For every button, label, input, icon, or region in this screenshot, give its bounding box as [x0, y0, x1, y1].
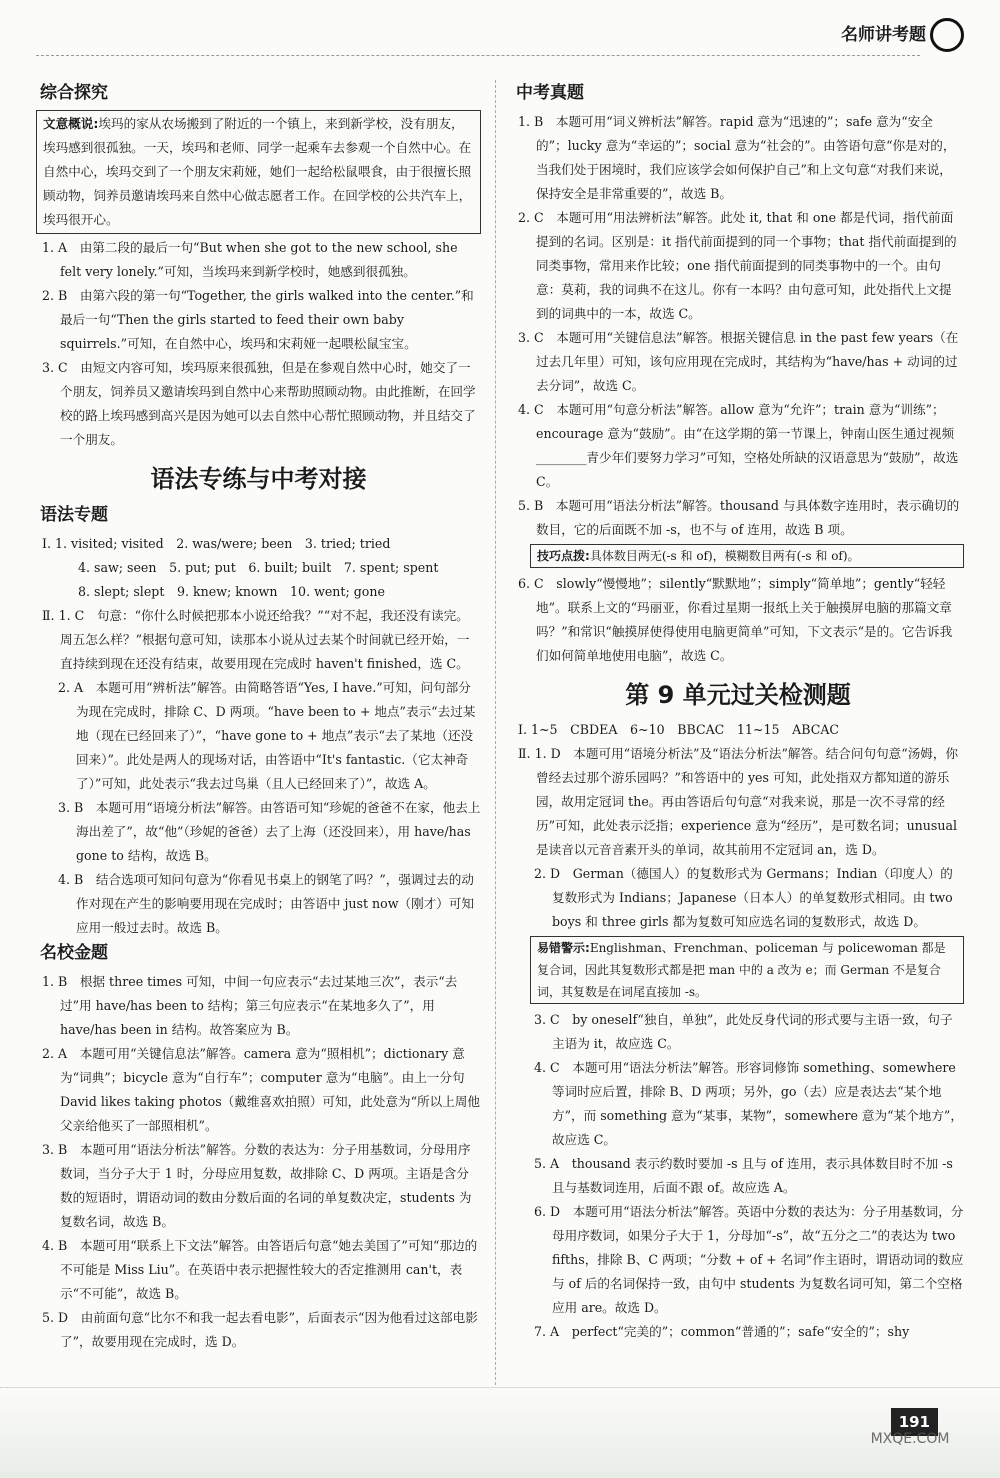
summary-box — [36, 110, 481, 234]
answer-item: 2. A 本题可用“辨析法”解答。由简略答语“Yes, I have.”可知，问句部分为现在完成时，排除 C、D 两项。“have been to + 地点”表示“去过某地（现在已经回来了）”，“have gone to + 地点”表示“去了某地（还没回来）”。此处是两人的现场对话，由答语中“It's fantastic.（它太神奇了）”可知，此处表示“我去过鸟巢（且人已经回来了）”，故选 A。 — [58, 680, 476, 791]
answer-item: 1. B 根据 three times 可知，中间一句应表示“去过某地三次”，表示“去过”用 have/has been to 结构；第三句应表示“在某地多久了”，用 have/has been in 结构。故答案应为 B。 — [42, 974, 458, 1037]
answer-item: Ⅱ. 1. C 句意：“你什么时候把那本小说还给我？”“对不起，我还没有读完。周五怎么样？”根据句意可知，读那本小说从过去某个时间就已经开始，一直持续到现在还没有结束，故要用现在完成时 haven't finished，选 C。 — [42, 608, 470, 671]
brand-header — [841, 18, 964, 52]
answer-row: Ⅰ. 1~5 CBDEA 6~10 BBCAC 11~15 ABCAC — [518, 722, 840, 737]
page-number: 191 — [891, 1408, 938, 1436]
answer-item: 6. C slowly“慢慢地”；silently“默默地”；simply“简单地”；gently“轻轻地”。联系上文的“玛丽亚，你看过星期一报纸上关于触摸屏电脑的那篇文章吗？”和常识“触摸屏使得使用电脑更简单”可知，下文表示“是的。它告诉我们如何简单地使用电脑”，故选 C。 — [518, 576, 953, 663]
section-title-zhongkao: 中考真题 — [516, 83, 584, 103]
brand-logo-icon — [930, 18, 964, 52]
summary-label: 文意概说: — [43, 116, 99, 131]
answer-item: 5. B 本题可用“语法分析法”解答。thousand 与具体数字连用时，表示确切的数目，它的后面既不加 -s，也不与 of 连用，故选 B 项。 — [518, 498, 960, 537]
answer-item: 1. B 本题可用“词义辨析法”解答。rapid 意为“迅速的”；safe 意为“安全的”；lucky 意为“幸运的”；social 意为“社会的”。由答语句意“你是对的，当我们处于困境时，我们应该学会如何保护自己”和上文句意“对我们来说，保持安全是非常重要的”，故选 B。 — [518, 114, 956, 201]
answer-item: 5. D 由前面句意“比尔不和我一起去看电影”，后面表示“因为他看过这部电影了”，故要用现在完成时，选 D。 — [42, 1310, 478, 1349]
warning-box — [530, 936, 964, 1004]
answer-item: 2. A 本题可用“关键信息法”解答。camera 意为“照相机”；dictionary 意为“词典”；bicycle 意为“自行车”；computer 意为“电脑”。由上一分句 David likes taking photos（戴维喜欢拍照）可知，此处意为“所以上周他父亲给他买了一部照相机”。 — [42, 1046, 480, 1133]
answer-item: 4. C 本题可用“语法分析法”解答。形容词修饰 something、somewhere 等词时应后置，排除 B、D 两项；另外，go（去）应是表达去“某个地方”，而 something 意为“某事，某物”，somewhere 意为“某个地方”，故应选 C。 — [534, 1060, 963, 1147]
section-title-mingxiao: 名校金题 — [40, 943, 108, 963]
answer-item: 3. B 本题可用“语境分析法”解答。由答语可知“珍妮的爸爸不在家，他去上海出差了”，故“他”（珍妮的爸爸）去了上海（还没回来），用 have/has gone to 结构，故选 B。 — [58, 800, 481, 863]
answer-item: 3. C by oneself“独自，单独”，此处反身代词的形式要与主语一致，句子主语为 it，故应选 C。 — [534, 1012, 953, 1051]
big-title-grammar: 语法专练与中考对接 — [150, 465, 367, 493]
summary-text: 埃玛的家从农场搬到了附近的一个镇上，来到新学校，没有朋友，埃玛感到很孤独。一天，埃玛和老师、同学一起乘车去参观一个自然中心。在自然中心，埃玛交到了一个朋友宋莉娅，她们一起给松鼠喂食，由于很擅长照顾动物，饲养员邀请埃玛来自然中心做志愿者工作。在回学校的公共汽车上，埃玛很开心。 — [43, 116, 472, 227]
right-column — [512, 80, 964, 1344]
answer-item: 6. D 本题可用“语法分析法”解答。英语中分数的表达为：分子用基数词，分母用序数词，如果分子大于 1，分母加“-s”，故“五分之二”的表达为 two fifths，排除 B、C 两项；“分数 + of + 名词”作主语时，谓语动词的数应与 of 后的名词保持一致，由句中 students 为复数名词可知，第二个空格应用 are。故选 D。 — [534, 1204, 964, 1315]
answer-item: 4. B 结合选项可知问句意为“你看见书桌上的钢笔了吗？”，强调过去的动作对现在产生的影响要用现在完成时；由答语中 just now（刚才）可知应用一般过去时。故选 B。 — [58, 872, 475, 935]
brand-title: 名师讲考题 — [841, 25, 926, 45]
answer-item: 3. C 本题可用“关键信息法”解答。根据关键信息 in the past few years（在过去几年里）可知，该句应用现在完成时，其结构为“have/has + 动词的过去分词”，故选 C。 — [518, 330, 959, 393]
warning-label: 易错警示: — [537, 941, 590, 955]
answer-item: 4. C 本题可用“句意分析法”解答。allow 意为“允许”；train 意为“训练”；encourage 意为“鼓励”。由“在这学期的第一节课上，钟南山医生通过视频________青少年们要努力学习”可知，空格处所缺的汉语意思为“鼓励”，故选 C。 — [518, 402, 959, 489]
answer-item: 4. B 本题可用“联系上下文法”解答。由答语后句意“她去美国了”可知“那边的不可能是 Miss Liu”。在英语中表示把握性较大的否定推测用 can't，表示“不可能”，故选 B。 — [42, 1238, 478, 1301]
header-rule — [36, 55, 920, 56]
answer-item: 1. A 由第二段的最后一句“But when she got to the new school, she felt very lonely.”可知，当埃玛来到新学校时，她感到很孤独。 — [42, 240, 458, 279]
tip-label: 技巧点拨: — [537, 549, 590, 563]
tip-box — [530, 544, 964, 568]
section-title-grammar: 语法专题 — [40, 505, 108, 525]
answer-item: 7. A perfect“完美的”；common“普通的”；safe“安全的”；shy — [534, 1324, 910, 1339]
warning-text: Englishman、Frenchman、policeman 与 policewoman 都是复合词，因此其复数形式都是把 man 中的 a 改为 e；而 German 不是复合词，其复数是在词尾直接加 -s。 — [537, 941, 946, 999]
answer-item: 5. A thousand 表示约数时要加 -s 且与 of 连用，表示具体数目时不加 -s 且与基数词连用，后面不跟 of。故应选 A。 — [534, 1156, 953, 1195]
answer-row: 8. slept; slept 9. knew; known 10. went; gone — [78, 584, 385, 599]
section-title-zonghe: 综合探究 — [40, 83, 108, 103]
tip-text: 具体数目两无(-s 和 of)，模糊数目两有(-s 和 of)。 — [589, 549, 860, 563]
answer-row: 4. saw; seen 5. put; put 6. built; built 7. spent; spent — [78, 560, 439, 575]
answer-item: 3. C 由短文内容可知，埃玛原来很孤独，但是在参观自然中心时，她交了一个朋友，饲养员又邀请埃玛到自然中心来帮助照顾动物。由此推断，在回学校的路上埃玛感到高兴是因为她可以去自然中心帮忙照顾动物，并且结交了一个朋友。 — [42, 360, 476, 447]
answer-row: Ⅰ. 1. visited; visited 2. was/were; been 3. tried; tried — [42, 536, 391, 551]
column-divider — [495, 80, 496, 1410]
left-column — [36, 80, 481, 1354]
answer-item: Ⅱ. 1. D 本题可用“语境分析法”及“语法分析法”解答。结合问句句意“汤姆，你曾经去过那个游乐园吗？”和答语中的 yes 可知，此处指双方都知道的游乐园，故用定冠词 the。再由答语后句句意“对我来说，那是一次不寻常的经历”可知，此处表示泛指；experience 意为“经历”，是可数名词；unusual 是读音以元音音素开头的单词，故其前用不定冠词 an，选 D。 — [518, 746, 959, 857]
answer-item: 2. C 本题可用“用法辨析法”解答。此处 it, that 和 one 都是代词，指代前面提到的名词。区别是：it 指代前面提到的同一个事物；that 指代前面提到的同类事物，常用来作比较；one 指代前面提到的同类事物中的一个。由句意：莫莉，我的词典不在这儿。你有一本吗？由句意可知，此处指代上文提到的词典中的一本，故选 C。 — [518, 210, 957, 321]
big-title-unit9: 第 9 单元过关检测题 — [625, 681, 851, 709]
answer-item: 2. D German（德国人）的复数形式为 Germans；Indian（印度人）的复数形式为 Indians；Japanese（日本人）的单复数形式相同。由 two boys 和 three girls 都为复数可知应选名词的复数形式，故选 D。 — [534, 866, 953, 929]
answer-item: 3. B 本题可用“语法分析法”解答。分数的表达为：分子用基数词，分母用序数词，当分子大于 1 时，分母应用复数，故排除 C、D 两项。主语是含分数的短语时，谓语动词的数由分数后面的名词的单复数决定，students 为复数名词，故选 B。 — [42, 1142, 472, 1229]
watermark-logo: MXQE.COM — [870, 1431, 950, 1447]
answer-item: 2. B 由第六段的第一句“Together, the girls walked into the center.”和最后一句“Then the girls started to feed their own baby squirrels.”可知，在自然中心，埃玛和宋莉娅一起喂松鼠宝宝。 — [42, 288, 474, 351]
